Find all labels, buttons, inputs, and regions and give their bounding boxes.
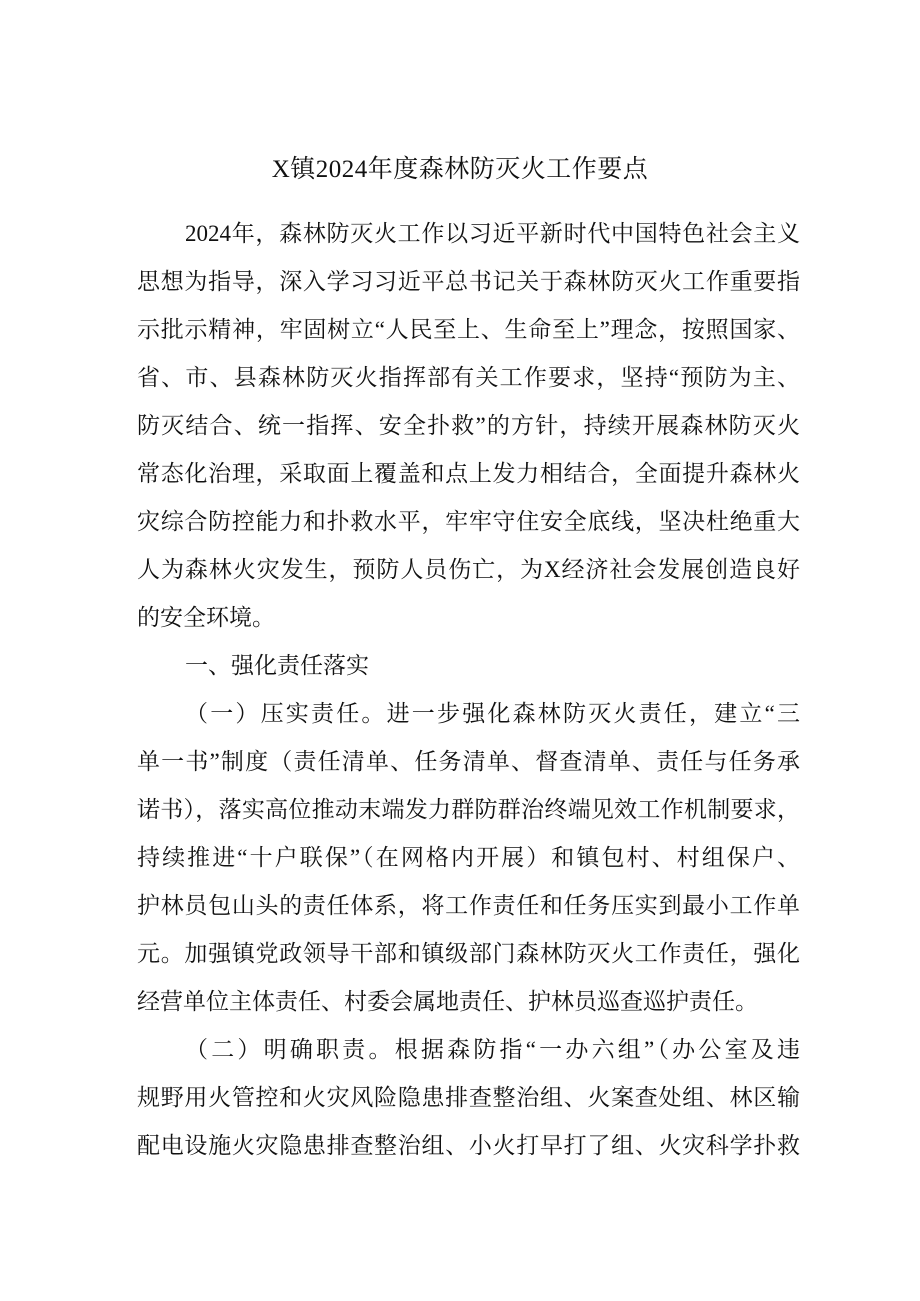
paragraph-line: 思想为指导，深入学习习近平总书记关于森林防灭火工作重要指 [137,269,800,294]
paragraph-line: 省、市、县森林防灭火指挥部有关工作要求，坚持“预防为主、 [137,365,800,390]
paragraph-line: 的安全环境。 [137,605,275,630]
paragraph-line: （二）明确职责。根据森防指“一办六组”（办公室及违 [185,1037,800,1062]
paragraph-line: 诺书），落实高位推动末端发力群防群治终端见效工作机制要求， [137,797,800,822]
paragraph-line: 单一书”制度（责任清单、任务清单、督查清单、责任与任务承 [137,749,800,774]
paragraph-line: 常态化治理，采取面上覆盖和点上发力相结合，全面提升森林火 [137,461,800,486]
intro-paragraph [137,210,800,642]
document-title: X镇2024年度森林防灭火工作要点 [271,156,649,183]
paragraph-line: 配电设施火灾隐患排查整治组、小火打早打了组、火灾科学扑救 [137,1133,800,1158]
paragraph-line: 示批示精神，牢固树立“人民至上、生命至上”理念，按照国家、 [137,317,800,342]
section-heading [137,642,800,690]
document-body [137,210,800,1170]
paragraph-line: （一）压实责任。进一步强化森林防灭火责任，建立“三 [185,701,800,726]
paragraph-line: 灾综合防控能力和扑救水平，牢牢守住安全底线，坚决杜绝重大 [137,509,800,534]
paragraph-line: 2024年，森林防灭火工作以习近平新时代中国特色社会主义 [185,221,800,246]
paragraph-line: 经营单位主体责任、村委会属地责任、护林员巡查巡护责任。 [137,989,758,1014]
paragraph-line: 防灭结合、统一指挥、安全扑救”的方针，持续开展森林防灭火 [137,413,800,438]
paragraph-line: 人为森林火灾发生，预防人员伤亡，为X经济社会发展创造良好 [137,557,800,582]
paragraph-line: 持续推进“十户联保”（在网格内开展）和镇包村、村组保户、 [137,845,800,870]
subsection-paragraph-responsibility [137,690,800,1026]
paragraph-line: 规野用火管控和火灾风险隐患排查整治组、火案查处组、林区输 [137,1085,800,1110]
paragraph-line: 元。加强镇党政领导干部和镇级部门森林防灭火工作责任，强化 [137,941,800,966]
paragraph-line: 护林员包山头的责任体系，将工作责任和任务压实到最小工作单 [137,893,800,918]
subsection-paragraph-duties [137,1026,800,1170]
section-heading-text: 一、强化责任落实 [185,653,369,678]
